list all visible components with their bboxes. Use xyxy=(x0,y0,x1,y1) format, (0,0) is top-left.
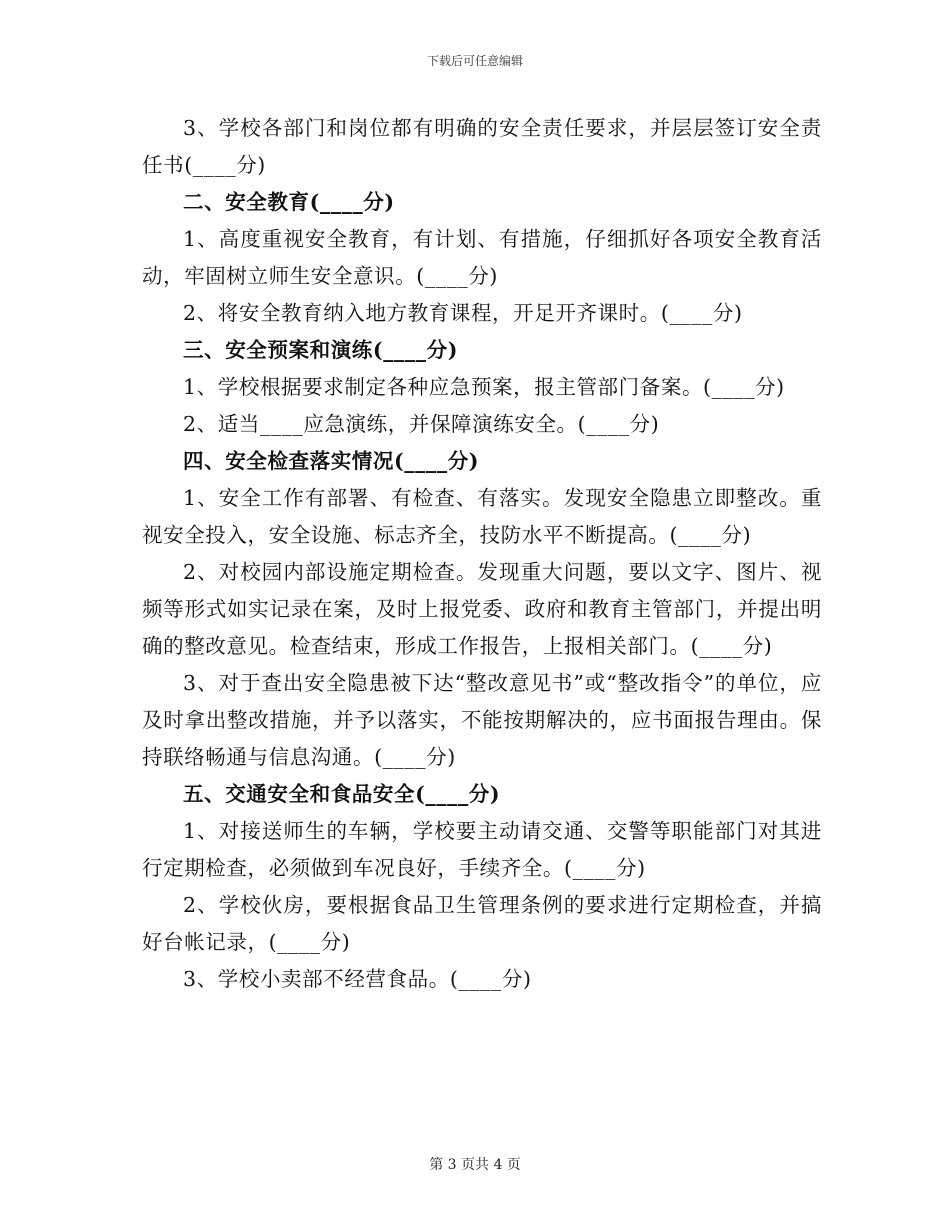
section-heading-inspection: 四、安全检查落实情况(____分) xyxy=(183,449,480,473)
item-2-inspection: 2、对校园内部设施定期检查。发现重大问题，要以文字、图片、视频等形式如实记录在案，及时上报党委、政府和教育主管部门，并提出明确的整改意见。检查结束，形成工作报告，上报相关部门。(____分) xyxy=(142,560,822,658)
item-3-shop: 3、学校小卖部不经营食品。(____分) xyxy=(183,967,532,991)
item-1-traffic: 1、对接送师生的车辆，学校要主动请交通、交警等职能部门对其进行定期检查，必须做到车况良好，手续齐全。(____分) xyxy=(142,819,822,880)
item-1-plans: 1、学校根据要求制定各种应急预案，报主管部门备案。(____分) xyxy=(183,375,785,399)
item-3-responsibility: 3、学校各部门和岗位都有明确的安全责任要求，并层层签订安全责任书(____分) xyxy=(142,116,822,177)
page-header-note: 下载后可任意编辑 xyxy=(426,54,523,68)
item-1-education: 1、高度重视安全教育，有计划、有措施，仔细抓好各项安全教育活动，牢固树立师生安全意识。(____分) xyxy=(142,227,822,288)
item-2-canteen: 2、学校伙房，要根据食品卫生管理条例的要求进行定期检查，并搞好台帐记录，(____分) xyxy=(142,893,822,954)
item-1-inspection: 1、安全工作有部署、有检查、有落实。发现安全隐患立即整改。重视安全投入，安全设施、标志齐全，技防水平不断提高。(____分) xyxy=(142,486,822,547)
item-2-education: 2、将安全教育纳入地方教育课程，开足开齐课时。(____分) xyxy=(183,301,743,325)
section-heading-traffic-food: 五、交通安全和食品安全(____分) xyxy=(183,782,501,806)
section-heading-safety-education: 二、安全教育(____分) xyxy=(183,190,395,214)
item-3-inspection: 3、对于查出安全隐患被下达“整改意见书”或“整改指令”的单位，应及时拿出整改措施，并予以落实，不能按期解决的，应书面报告理由。保持联络畅通与信息沟通。(____分) xyxy=(142,671,822,769)
section-heading-plans-drills: 三、安全预案和演练(____分) xyxy=(183,338,458,362)
page-number-footer: 第 3 页共 4 页 xyxy=(429,1157,521,1173)
document-body xyxy=(142,110,822,998)
item-2-drills: 2、适当____应急演练，并保障演练安全。(____分) xyxy=(183,412,660,436)
